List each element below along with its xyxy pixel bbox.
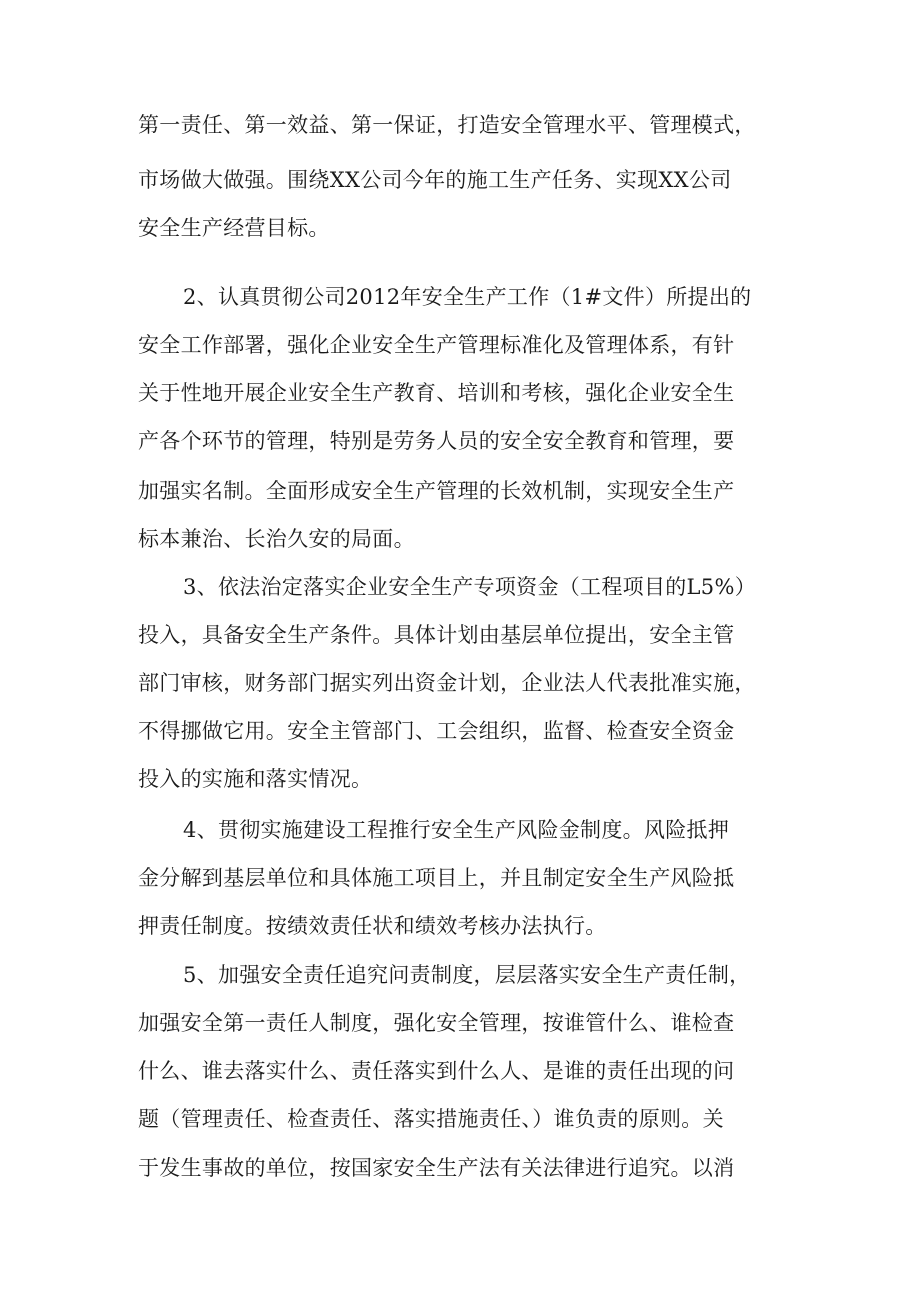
paragraph-line: 金分解到基层单位和具体施工项目上，并且制定安全生产风险抵 (138, 866, 735, 890)
paragraph-line: 押责任制度。按绩效责任状和绩效考核办法执行。 (138, 914, 607, 938)
paragraph-line: 安全工作部署，强化企业安全生产管理标准化及管理体系，有针 (138, 333, 735, 357)
paragraph-line: 题（管理责任、检查责任、落实措施责任、）谁负责的原则。关 (138, 1107, 724, 1131)
paragraph-line: 第一责任、第一效益、第一保证，打造安全管理水平、管理模式， (138, 113, 756, 137)
paragraph-line: 关于性地开展企业安全生产教育、培训和考核，强化企业安全生 (138, 381, 735, 405)
paragraph-line: 于发生事故的单位，按国家安全生产法有关法律进行追究。以消 (138, 1156, 735, 1180)
paragraph-line: 2、认真贯彻公司2012年安全生产工作（1#文件）所提出的 (183, 285, 752, 309)
paragraph-line: 不得挪做它用。安全主管部门、工会组织，监督、检查安全资金 (138, 719, 735, 743)
paragraph-line: 5、加强安全责任追究问责制度，层层落实安全生产责任制， (183, 963, 751, 987)
paragraph-line: 4、贯彻实施建设工程推行安全生产风险金制度。风险抵押 (183, 818, 730, 842)
paragraph-line: 3、依法治定落实企业安全生产专项资金（工程项目的L5%） (183, 575, 757, 599)
paragraph-line: 加强安全第一责任人制度，强化安全管理，按谁管什么、谁检查 (138, 1011, 735, 1035)
paragraph-line: 投入，具备安全生产条件。具体计划由基层单位提出，安全主管 (138, 623, 735, 647)
paragraph-line: 投入的实施和落实情况。 (138, 767, 373, 791)
paragraph-line: 部门审核，财务部门据实列出资金计划，企业法人代表批准实施， (138, 671, 756, 695)
paragraph-line: 产各个环节的管理，特别是劳务人员的安全安全教育和管理，要 (138, 429, 735, 453)
paragraph-line: 市场做大做强。围绕XX公司今年的施工生产任务、实现XX公司 (138, 168, 732, 192)
paragraph-line: 加强实名制。全面形成安全生产管理的长效机制，实现安全生产 (138, 479, 735, 503)
paragraph-line: 什么、谁去落实什么、责任落实到什么人、是谁的责任出现的问 (138, 1059, 735, 1083)
paragraph-line: 标本兼治、长治久安的局面。 (138, 527, 415, 551)
paragraph-line: 安全生产经营目标。 (138, 216, 330, 240)
